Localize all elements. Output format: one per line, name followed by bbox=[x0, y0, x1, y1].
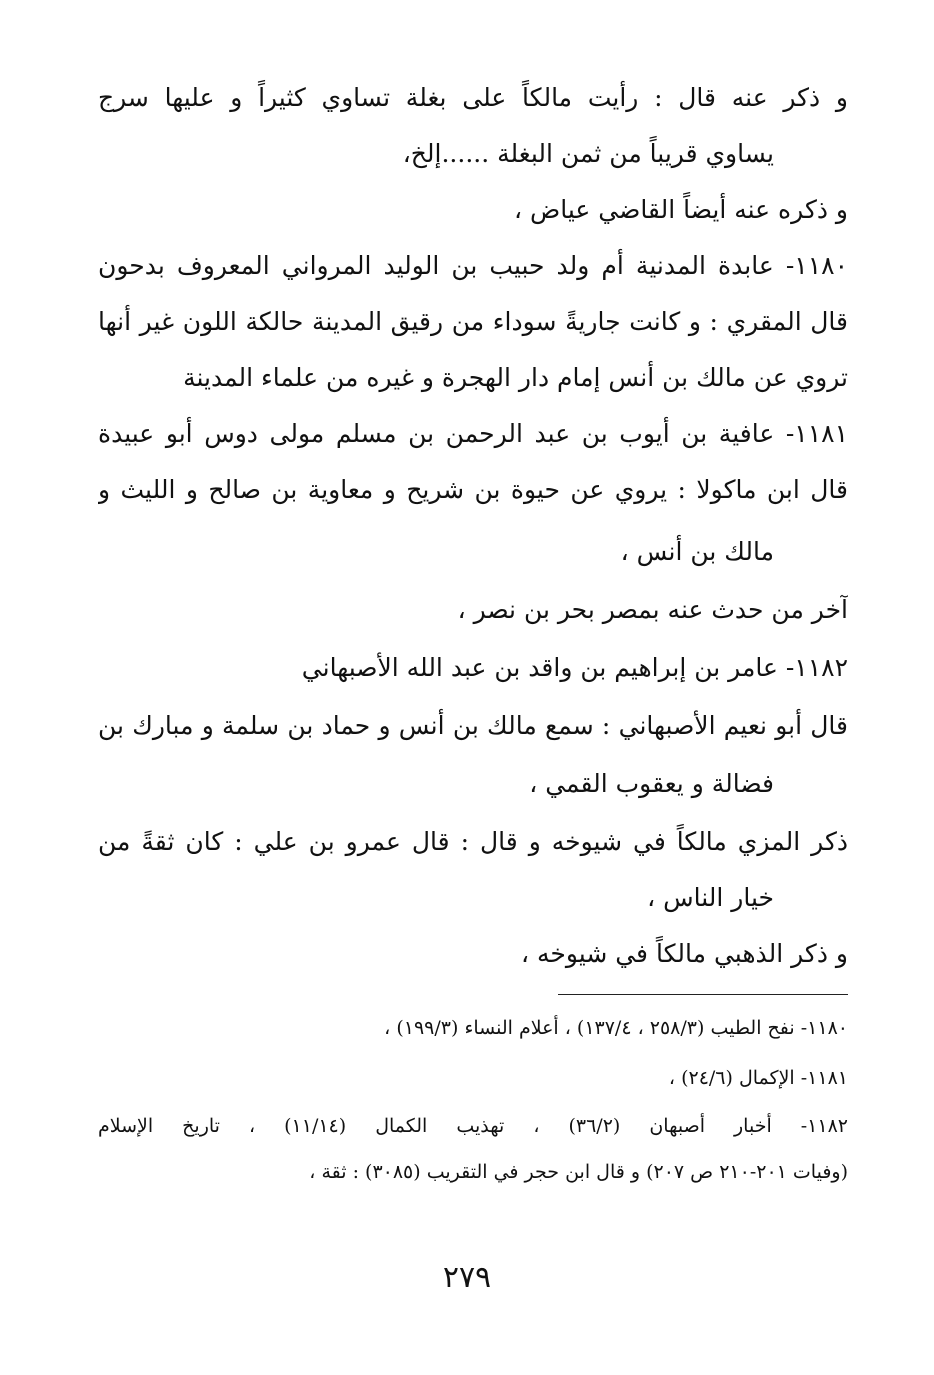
page-number: ٢٧٩ bbox=[442, 1260, 492, 1295]
footnote-separator bbox=[558, 994, 848, 995]
entry-heading-1182: ١١٨٢- عامر بن إبراهيم بن واقد بن عبد الله الأصبهاني bbox=[301, 653, 848, 682]
body-line-13: فضالة و يعقوب القمي ، bbox=[529, 769, 774, 798]
footnote-1180: ١١٨٠- نفح الطيب (٢٥٨/٣ ، ١٣٧/٤) ، أعلام النساء (١٩٩/٣) ، bbox=[384, 1017, 848, 1039]
body-line-5: قال المقري : و كانت جاريةً سوداء من رقيق المدينة حالكة اللون غير أنها bbox=[98, 307, 848, 336]
entry-heading-1181: ١١٨١- عافية بن أيوب بن عبد الرحمن بن مسلم مولى دوس أبو عبيدة bbox=[98, 419, 848, 448]
body-line-15: خيار الناس ، bbox=[647, 883, 774, 912]
body-line-9: مالك بن أنس ، bbox=[620, 537, 774, 566]
body-line-12: قال أبو نعيم الأصبهاني : سمع مالك بن أنس و حماد بن سلمة و مبارك بن bbox=[98, 711, 848, 740]
entry-heading-1180: ١١٨٠- عابدة المدنية أم ولد حبيب بن الوليد المرواني المعروف بدحون bbox=[98, 251, 848, 280]
body-line-2: يساوي قريباً من ثمن البغلة ......إلخ، bbox=[402, 139, 774, 168]
body-line-10: آخر من حدث عنه بمصر بحر بن نصر ، bbox=[457, 595, 848, 624]
footnote-1182-continued: (وفيات ٢٠١-٢١٠ ص ٢٠٧) و قال ابن حجر في التقريب (٣٠٨٥) : ثقة ، bbox=[309, 1161, 848, 1183]
body-line-6: تروي عن مالك بن أنس إمام دار الهجرة و غيره من علماء المدينة bbox=[183, 363, 848, 392]
body-line-16: و ذكر الذهبي مالكاً في شيوخه ، bbox=[520, 939, 848, 968]
body-line-14: ذكر المزي مالكاً في شيوخه و قال : قال عمرو بن علي : كان ثقةً من bbox=[98, 827, 848, 856]
footnote-1182: ١١٨٢- أخبار أصبهان (٣٦/٢) ، تهذيب الكمال (١١/١٤) ، تاريخ الإسلام bbox=[98, 1115, 848, 1137]
body-line-8: قال ابن ماكولا : يروي عن حيوة بن شريح و معاوية بن صالح و الليث و bbox=[98, 475, 848, 504]
footnote-1181: ١١٨١- الإكمال (٢٤/٦) ، bbox=[668, 1067, 848, 1089]
body-line-1: و ذكر عنه قال : رأيت مالكاً على بغلة تساوي كثيراً و عليها سرج bbox=[98, 83, 848, 112]
body-line-3: و ذكره عنه أيضاً القاضي عياض ، bbox=[513, 195, 848, 224]
